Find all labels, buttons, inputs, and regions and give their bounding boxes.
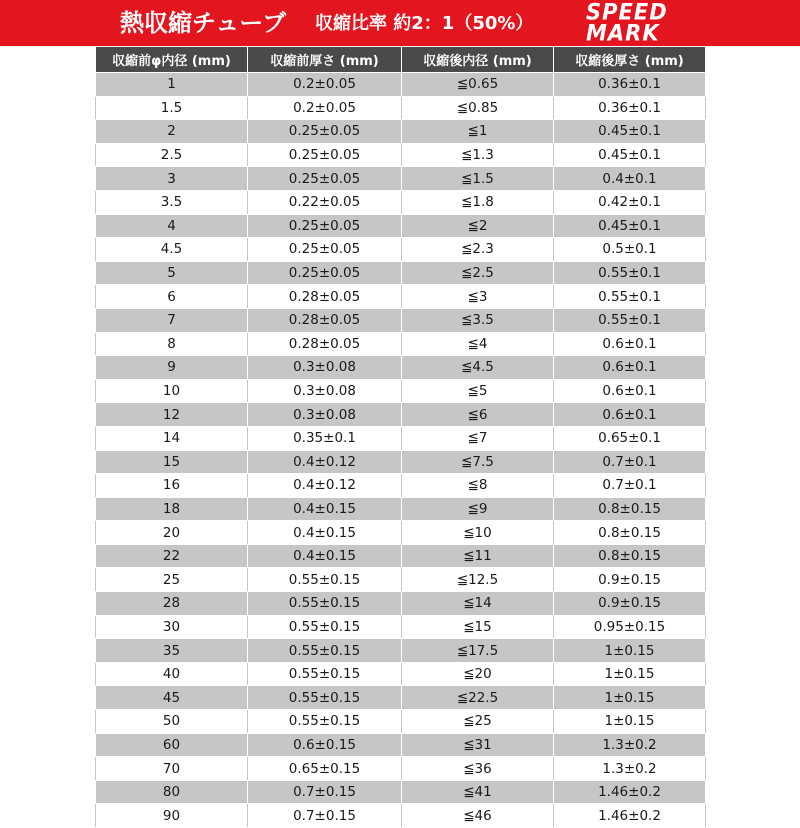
table-cell: 1±0.15 bbox=[554, 710, 706, 734]
table-cell: 30 bbox=[96, 615, 248, 639]
page-title: 熱収縮チューブ bbox=[120, 9, 287, 37]
table-cell: 0.7±0.15 bbox=[248, 780, 402, 804]
table-cell: 6 bbox=[96, 285, 248, 309]
table-cell: 9 bbox=[96, 356, 248, 380]
brand-logo-line2: MARK bbox=[586, 20, 660, 46]
table-cell: 0.8±0.15 bbox=[554, 497, 706, 521]
table-cell: 1.46±0.2 bbox=[554, 804, 706, 828]
table-cell: 8 bbox=[96, 332, 248, 356]
table-cell: 0.8±0.15 bbox=[554, 521, 706, 545]
table-cell: 0.45±0.1 bbox=[554, 214, 706, 238]
table-cell: 0.65±0.1 bbox=[554, 426, 706, 450]
table-cell: ≦17.5 bbox=[402, 639, 554, 663]
table-cell: 0.3±0.08 bbox=[248, 403, 402, 427]
table-cell: 2 bbox=[96, 120, 248, 144]
table-cell: 0.2±0.05 bbox=[248, 96, 402, 120]
table-cell: 90 bbox=[96, 804, 248, 828]
page-subtitle: 収縮比率 約2：1（50%） bbox=[315, 13, 534, 34]
table-row bbox=[96, 332, 706, 356]
table-cell: 0.55±0.15 bbox=[248, 710, 402, 734]
table-cell: 0.3±0.08 bbox=[248, 356, 402, 380]
table-row bbox=[96, 733, 706, 757]
table-row bbox=[96, 403, 706, 427]
table-cell: ≦1 bbox=[402, 120, 554, 144]
table-cell: 0.5±0.1 bbox=[554, 238, 706, 262]
table-cell: ≦12.5 bbox=[402, 568, 554, 592]
table-row bbox=[96, 662, 706, 686]
table-cell: 0.25±0.05 bbox=[248, 214, 402, 238]
table-cell: ≦6 bbox=[402, 403, 554, 427]
table-cell: 0.28±0.05 bbox=[248, 285, 402, 309]
table-cell: 0.36±0.1 bbox=[554, 73, 706, 97]
table-cell: 0.6±0.15 bbox=[248, 733, 402, 757]
table-cell: 0.6±0.1 bbox=[554, 403, 706, 427]
table-cell: ≦20 bbox=[402, 662, 554, 686]
table-cell: 0.45±0.1 bbox=[554, 143, 706, 167]
table-cell: 15 bbox=[96, 450, 248, 474]
table-cell: 18 bbox=[96, 497, 248, 521]
table-cell: 16 bbox=[96, 474, 248, 498]
table-cell: 0.6±0.1 bbox=[554, 379, 706, 403]
column-header: 収縮前φ内径 (mm) bbox=[96, 47, 248, 73]
table-row bbox=[96, 474, 706, 498]
table-row bbox=[96, 214, 706, 238]
table-cell: ≦10 bbox=[402, 521, 554, 545]
table-cell: 1.5 bbox=[96, 96, 248, 120]
table-cell: ≦15 bbox=[402, 615, 554, 639]
table-row bbox=[96, 308, 706, 332]
table-cell: 3 bbox=[96, 167, 248, 191]
table-cell: 0.3±0.08 bbox=[248, 379, 402, 403]
table-cell: ≦36 bbox=[402, 757, 554, 781]
table-header-row bbox=[96, 47, 706, 73]
table-row bbox=[96, 710, 706, 734]
table-cell: ≦46 bbox=[402, 804, 554, 828]
table-cell: 70 bbox=[96, 757, 248, 781]
table-cell: 0.65±0.15 bbox=[248, 757, 402, 781]
table-cell: 1.3±0.2 bbox=[554, 733, 706, 757]
table-cell: 0.45±0.1 bbox=[554, 120, 706, 144]
column-header: 収縮前厚さ (mm) bbox=[248, 47, 402, 73]
table-cell: 80 bbox=[96, 780, 248, 804]
table-cell: 0.9±0.15 bbox=[554, 568, 706, 592]
table-cell: 2.5 bbox=[96, 143, 248, 167]
table-cell: 35 bbox=[96, 639, 248, 663]
table-cell: 0.55±0.15 bbox=[248, 686, 402, 710]
table-cell: 0.8±0.15 bbox=[554, 544, 706, 568]
table-row bbox=[96, 238, 706, 262]
table-row bbox=[96, 639, 706, 663]
table-cell: 0.4±0.15 bbox=[248, 521, 402, 545]
table-cell: ≦25 bbox=[402, 710, 554, 734]
table-cell: 0.7±0.1 bbox=[554, 450, 706, 474]
table-cell: 0.55±0.15 bbox=[248, 592, 402, 616]
table-cell: 3.5 bbox=[96, 190, 248, 214]
table-row bbox=[96, 686, 706, 710]
table-cell: 0.25±0.05 bbox=[248, 167, 402, 191]
table-cell: ≦5 bbox=[402, 379, 554, 403]
table-cell: 1.46±0.2 bbox=[554, 780, 706, 804]
table-cell: ≦8 bbox=[402, 474, 554, 498]
table-cell: 4.5 bbox=[96, 238, 248, 262]
table-cell: ≦3 bbox=[402, 285, 554, 309]
table-cell: 14 bbox=[96, 426, 248, 450]
table-row bbox=[96, 497, 706, 521]
table-body bbox=[96, 73, 706, 828]
column-header: 収縮後厚さ (mm) bbox=[554, 47, 706, 73]
table-cell: 0.35±0.1 bbox=[248, 426, 402, 450]
table-row bbox=[96, 143, 706, 167]
table-cell: ≦1.3 bbox=[402, 143, 554, 167]
table-row bbox=[96, 426, 706, 450]
table-cell: 0.28±0.05 bbox=[248, 308, 402, 332]
table-cell: ≦31 bbox=[402, 733, 554, 757]
brand-logo bbox=[586, 2, 702, 44]
table-cell: 0.2±0.05 bbox=[248, 73, 402, 97]
table-cell: 0.42±0.1 bbox=[554, 190, 706, 214]
table-cell: 22 bbox=[96, 544, 248, 568]
table-cell: 0.25±0.05 bbox=[248, 261, 402, 285]
table-row bbox=[96, 73, 706, 97]
table-cell: 0.6±0.1 bbox=[554, 332, 706, 356]
table-cell: 0.4±0.1 bbox=[554, 167, 706, 191]
table-cell: 0.4±0.15 bbox=[248, 497, 402, 521]
table-row bbox=[96, 592, 706, 616]
table-cell: ≦1.5 bbox=[402, 167, 554, 191]
spec-table bbox=[95, 46, 706, 828]
table-cell: 25 bbox=[96, 568, 248, 592]
table-cell: 0.7±0.15 bbox=[248, 804, 402, 828]
table-cell: 0.28±0.05 bbox=[248, 332, 402, 356]
table-cell: 0.55±0.1 bbox=[554, 308, 706, 332]
table-cell: 20 bbox=[96, 521, 248, 545]
table-cell: 0.55±0.1 bbox=[554, 261, 706, 285]
table-cell: 0.25±0.05 bbox=[248, 120, 402, 144]
table-cell: 0.25±0.05 bbox=[248, 143, 402, 167]
table-cell: 0.22±0.05 bbox=[248, 190, 402, 214]
table-cell: 1.3±0.2 bbox=[554, 757, 706, 781]
table-row bbox=[96, 757, 706, 781]
table-cell: 0.4±0.12 bbox=[248, 474, 402, 498]
table-cell: ≦7.5 bbox=[402, 450, 554, 474]
table-row bbox=[96, 615, 706, 639]
table-cell: 0.25±0.05 bbox=[248, 238, 402, 262]
table-cell: 60 bbox=[96, 733, 248, 757]
table-cell: 0.9±0.15 bbox=[554, 592, 706, 616]
table-row bbox=[96, 120, 706, 144]
table-cell: 0.95±0.15 bbox=[554, 615, 706, 639]
table-cell: 4 bbox=[96, 214, 248, 238]
table-cell: ≦9 bbox=[402, 497, 554, 521]
table-cell: 0.7±0.1 bbox=[554, 474, 706, 498]
table-cell: 0.36±0.1 bbox=[554, 96, 706, 120]
table-cell: 0.55±0.15 bbox=[248, 662, 402, 686]
table-cell: 1±0.15 bbox=[554, 662, 706, 686]
table-row bbox=[96, 356, 706, 380]
table-cell: ≦3.5 bbox=[402, 308, 554, 332]
table-row bbox=[96, 190, 706, 214]
table-cell: ≦4 bbox=[402, 332, 554, 356]
table-cell: 1 bbox=[96, 73, 248, 97]
table-cell: ≦1.8 bbox=[402, 190, 554, 214]
table-cell: 50 bbox=[96, 710, 248, 734]
table-row bbox=[96, 568, 706, 592]
table-cell: 0.4±0.15 bbox=[248, 544, 402, 568]
table-cell: 0.6±0.1 bbox=[554, 356, 706, 380]
table-cell: ≦4.5 bbox=[402, 356, 554, 380]
table-cell: 40 bbox=[96, 662, 248, 686]
table-cell: 0.55±0.15 bbox=[248, 639, 402, 663]
table-cell: 1±0.15 bbox=[554, 639, 706, 663]
table-row bbox=[96, 261, 706, 285]
table-cell: 45 bbox=[96, 686, 248, 710]
table-cell: ≦14 bbox=[402, 592, 554, 616]
table-cell: 0.55±0.1 bbox=[554, 285, 706, 309]
brand-logo-line1: SPEED bbox=[586, 0, 668, 25]
table-row bbox=[96, 450, 706, 474]
table-cell: ≦7 bbox=[402, 426, 554, 450]
header-banner bbox=[0, 0, 800, 46]
table-cell: 5 bbox=[96, 261, 248, 285]
table-cell: 0.55±0.15 bbox=[248, 615, 402, 639]
table-row bbox=[96, 96, 706, 120]
table-row bbox=[96, 521, 706, 545]
table-cell: 10 bbox=[96, 379, 248, 403]
table-cell: 0.4±0.12 bbox=[248, 450, 402, 474]
table-row bbox=[96, 285, 706, 309]
table-cell: ≦22.5 bbox=[402, 686, 554, 710]
table-cell: ≦41 bbox=[402, 780, 554, 804]
table-cell: ≦0.85 bbox=[402, 96, 554, 120]
table-cell: 28 bbox=[96, 592, 248, 616]
table-cell: ≦2.5 bbox=[402, 261, 554, 285]
table-row bbox=[96, 379, 706, 403]
table-cell: ≦11 bbox=[402, 544, 554, 568]
table-row bbox=[96, 804, 706, 828]
table-cell: ≦0.65 bbox=[402, 73, 554, 97]
column-header: 収縮後内径 (mm) bbox=[402, 47, 554, 73]
table-cell: ≦2 bbox=[402, 214, 554, 238]
table-row bbox=[96, 544, 706, 568]
table-cell: 12 bbox=[96, 403, 248, 427]
table-row bbox=[96, 167, 706, 191]
table-row bbox=[96, 780, 706, 804]
table-cell: 1±0.15 bbox=[554, 686, 706, 710]
table-cell: 7 bbox=[96, 308, 248, 332]
table-cell: 0.55±0.15 bbox=[248, 568, 402, 592]
table-cell: ≦2.3 bbox=[402, 238, 554, 262]
